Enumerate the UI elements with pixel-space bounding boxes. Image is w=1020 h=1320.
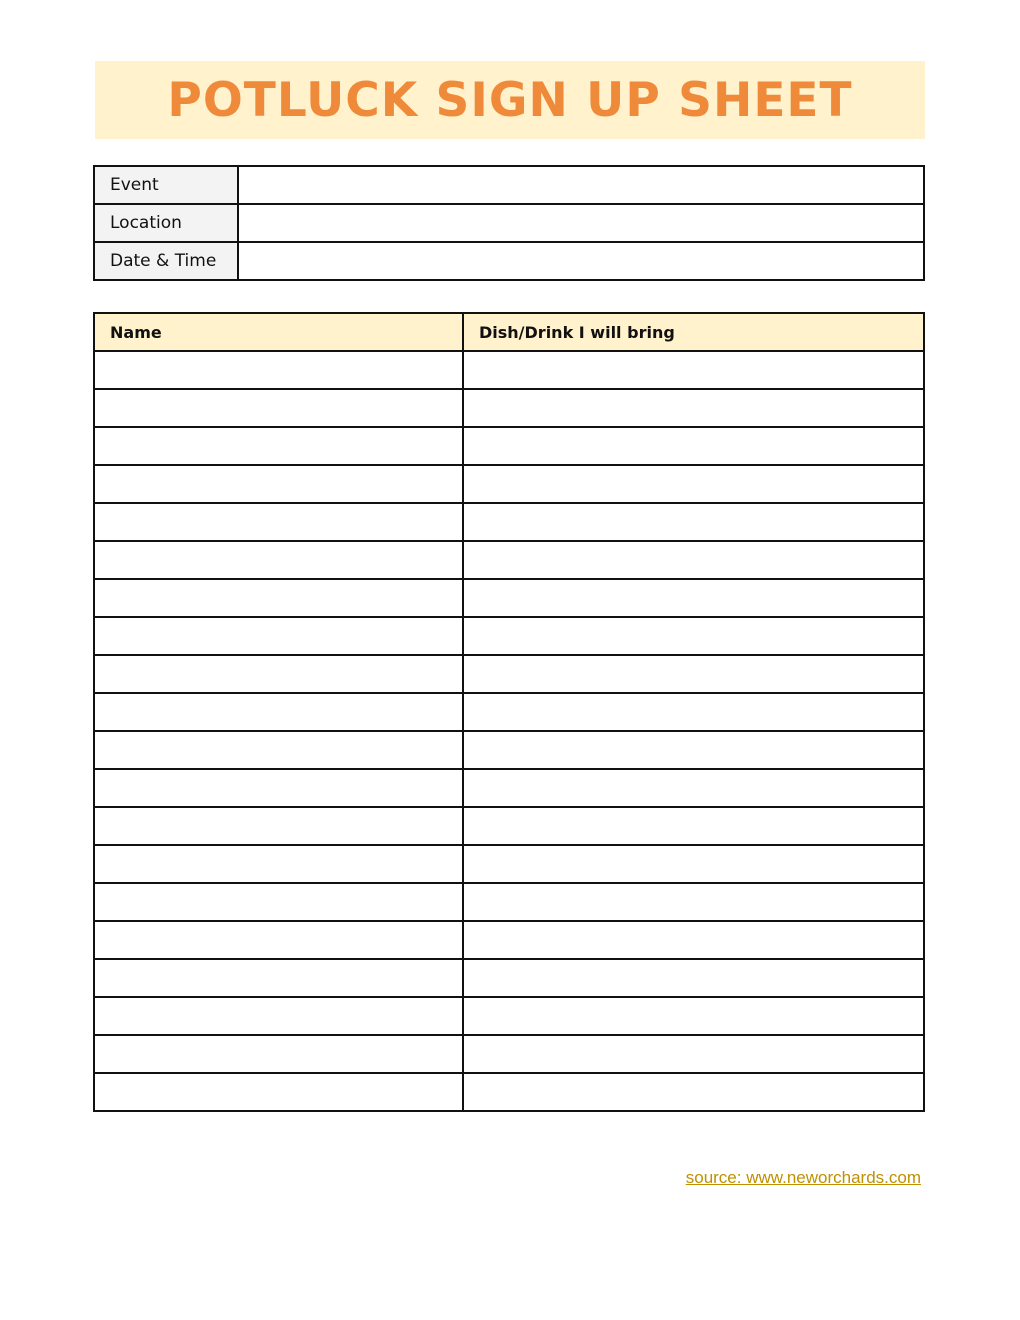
name-cell[interactable] [94, 541, 463, 579]
table-row [94, 389, 924, 427]
info-value-date-time[interactable] [238, 242, 924, 280]
name-cell[interactable] [94, 503, 463, 541]
dish-cell[interactable] [463, 921, 924, 959]
name-cell[interactable] [94, 617, 463, 655]
dish-cell[interactable] [463, 351, 924, 389]
info-value-event[interactable] [238, 166, 924, 204]
table-row [94, 427, 924, 465]
event-info-table [93, 165, 925, 281]
name-cell[interactable] [94, 959, 463, 997]
column-header-name: Name [94, 313, 463, 351]
info-row-event [94, 166, 924, 204]
dish-cell[interactable] [463, 617, 924, 655]
table-row [94, 351, 924, 389]
dish-cell[interactable] [463, 655, 924, 693]
table-row [94, 769, 924, 807]
table-row [94, 959, 924, 997]
signup-table-body [94, 351, 924, 1111]
dish-cell[interactable] [463, 465, 924, 503]
dish-cell[interactable] [463, 845, 924, 883]
dish-cell[interactable] [463, 959, 924, 997]
dish-cell[interactable] [463, 883, 924, 921]
info-label-location: Location [94, 204, 238, 242]
name-cell[interactable] [94, 389, 463, 427]
table-row [94, 465, 924, 503]
name-cell[interactable] [94, 845, 463, 883]
info-label-date-time: Date & Time [94, 242, 238, 280]
name-cell[interactable] [94, 997, 463, 1035]
dish-cell[interactable] [463, 807, 924, 845]
info-row-date-time [94, 242, 924, 280]
name-cell[interactable] [94, 921, 463, 959]
dish-cell[interactable] [463, 693, 924, 731]
dish-cell[interactable] [463, 389, 924, 427]
table-row [94, 541, 924, 579]
column-header-dish: Dish/Drink I will bring [463, 313, 924, 351]
table-row [94, 731, 924, 769]
dish-cell[interactable] [463, 769, 924, 807]
name-cell[interactable] [94, 807, 463, 845]
dish-cell[interactable] [463, 731, 924, 769]
name-cell[interactable] [94, 465, 463, 503]
table-row [94, 617, 924, 655]
dish-cell[interactable] [463, 997, 924, 1035]
info-value-location[interactable] [238, 204, 924, 242]
name-cell[interactable] [94, 427, 463, 465]
dish-cell[interactable] [463, 1073, 924, 1111]
name-cell[interactable] [94, 693, 463, 731]
signup-table [93, 312, 925, 1112]
info-label-event: Event [94, 166, 238, 204]
name-cell[interactable] [94, 1035, 463, 1073]
name-cell[interactable] [94, 731, 463, 769]
dish-cell[interactable] [463, 503, 924, 541]
info-row-location [94, 204, 924, 242]
table-row [94, 997, 924, 1035]
page-title: POTLUCK SIGN UP SHEET [167, 72, 853, 128]
table-row [94, 845, 924, 883]
table-row [94, 1073, 924, 1111]
dish-cell[interactable] [463, 1035, 924, 1073]
dish-cell[interactable] [463, 541, 924, 579]
name-cell[interactable] [94, 351, 463, 389]
name-cell[interactable] [94, 1073, 463, 1111]
source-link[interactable]: source: www.neworchards.com [685, 1168, 921, 1187]
dish-cell[interactable] [463, 579, 924, 617]
title-banner [95, 61, 925, 139]
name-cell[interactable] [94, 769, 463, 807]
table-row [94, 655, 924, 693]
table-row [94, 921, 924, 959]
name-cell[interactable] [94, 655, 463, 693]
table-row [94, 579, 924, 617]
table-row [94, 807, 924, 845]
signup-header-row [94, 313, 924, 351]
table-row [94, 693, 924, 731]
table-row [94, 1035, 924, 1073]
dish-cell[interactable] [463, 427, 924, 465]
name-cell[interactable] [94, 579, 463, 617]
table-row [94, 503, 924, 541]
name-cell[interactable] [94, 883, 463, 921]
table-row [94, 883, 924, 921]
